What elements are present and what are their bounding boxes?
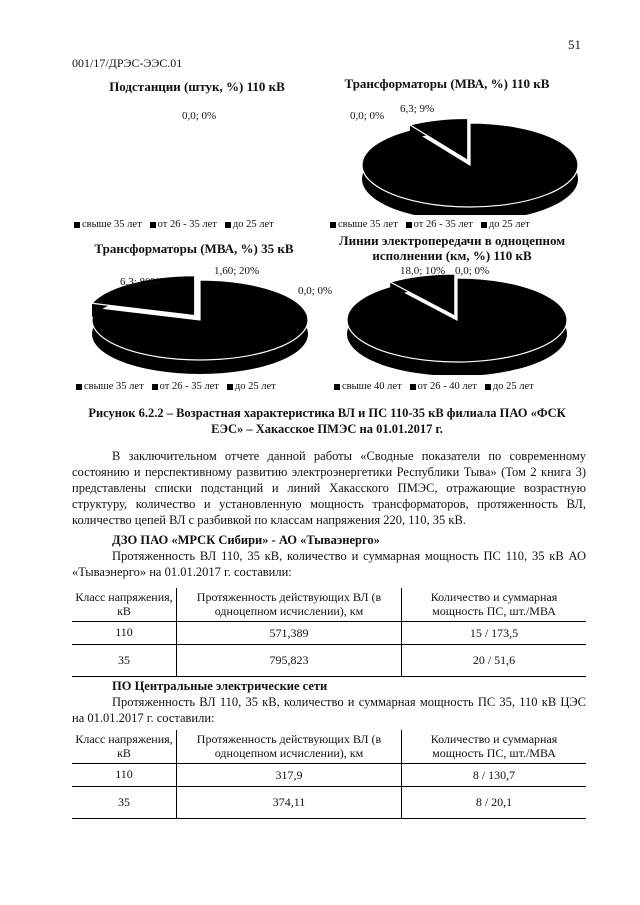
section-2-heading: ПО Центральные электрические сети [112, 679, 328, 693]
table-header-row [72, 730, 586, 764]
chart-1-title: Подстанции (штук, %) 110 кВ [109, 79, 285, 94]
legend-swatch-icon [227, 384, 233, 390]
chart-3-legend [76, 381, 276, 392]
table-row [72, 645, 586, 677]
chart-3-label-3: 0,0; 0% [298, 285, 333, 297]
chart-1-label-1: 0,0; 0% [182, 110, 217, 122]
table-row [72, 622, 586, 645]
pie-slice [362, 123, 578, 207]
legend-item: от 26 - 35 лет [159, 381, 219, 392]
chart-2-title: Трансформаторы (МВА, %) 110 кВ [344, 76, 550, 91]
chart-2-label-1: 0,0; 0% [350, 110, 385, 122]
legend-swatch-icon [334, 384, 340, 390]
legend-item: свыше 40 лет [342, 381, 402, 392]
section-1-intro: Протяженность ВЛ 110, 35 кВ, количество и суммарная мощность ПС 110, 35 кВ АО «Тываэнерго» на 01.01.2017 г. составили: [72, 549, 586, 579]
body-paragraph [72, 448, 586, 528]
table-header: Протяженность действующих ВЛ (в одноцепном исчислении), км [177, 730, 402, 764]
section-1 [72, 532, 586, 580]
legend-swatch-icon [150, 222, 156, 228]
table-cell: 8 / 130,7 [402, 764, 587, 787]
section-2 [72, 678, 586, 726]
document-number: 001/17/ДРЭС-ЭЭС.01 [72, 56, 183, 70]
legend-item: от 26 - 35 лет [157, 219, 217, 230]
chart-3-title: Трансформаторы (МВА, %) 35 кВ [94, 241, 294, 256]
chart-4-legend [334, 381, 534, 392]
chart-4-pie [345, 265, 575, 375]
paragraph-text: В заключительном отчете данной работы «Сводные показатели по современному состоянию и перспективному развитию электроэнергетики Республики Тыва» (Том 2 книга 3) представлены списки подстанций и линий Хакасского ПМЭС, отражающие возрастную структуру, количество и установленную мощность трансформаторов, протяженность ВЛ, количество цепей ВЛ с разбивкой по классам напряжения 220, 110, 35 кВ. [72, 449, 586, 527]
legend-item: от 26 - 35 лет [413, 219, 473, 230]
legend-swatch-icon [485, 384, 491, 390]
section-2-intro: Протяженность ВЛ 110, 35 кВ, количество и суммарная мощность ПС 35, 110 кВ ЦЭС на 01.01.2017 г. составили: [72, 695, 586, 725]
table-row [72, 787, 586, 819]
table-cell: 571,389 [177, 622, 402, 645]
table-cell: 35 [72, 787, 177, 819]
table-header: Количество и суммарная мощность ПС, шт./МВА [402, 730, 587, 764]
chart-4-label-2: 0,0; 0% [455, 265, 490, 277]
legend-swatch-icon [410, 384, 416, 390]
legend-swatch-icon [152, 384, 158, 390]
table-row [72, 764, 586, 787]
chart-3-label-2: 1,60; 20% [214, 265, 260, 277]
table-header: Класс напряжения, кВ [72, 730, 177, 764]
table-cell: 20 / 51,6 [402, 645, 587, 677]
pie-slice [347, 278, 567, 362]
section-2-table [72, 730, 586, 819]
section-1-heading: ДЗО ПАО «МРСК Сибири» - АО «Тываэнерго» [112, 533, 380, 547]
table-cell: 317,9 [177, 764, 402, 787]
legend-swatch-icon [74, 222, 80, 228]
chart-4-slices [347, 274, 567, 375]
legend-item: свыше 35 лет [82, 219, 142, 230]
legend-swatch-icon [225, 222, 231, 228]
table-cell: 15 / 173,5 [402, 622, 587, 645]
chart-3-label-1: 6,3; 80% [120, 276, 160, 288]
table-cell: 110 [72, 622, 177, 645]
figure-caption: Рисунок 6.2.2 – Возрастная характеристика ВЛ и ПС 110-35 кВ филиала ПАО «ФСК ЕЭС» – Хакасское ПМЭС на 01.01.2017 г. [88, 406, 566, 436]
legend-item: свыше 35 лет [84, 381, 144, 392]
legend-item: от 26 - 40 лет [417, 381, 477, 392]
table-cell: 35 [72, 645, 177, 677]
page-number: 51 [568, 37, 581, 52]
table-cell: 795,823 [177, 645, 402, 677]
legend-item: свыше 35 лет [338, 219, 398, 230]
chart-4-title: Линии электропередачи в одноцепном исполнении (км, %) 110 кВ [338, 233, 566, 263]
chart-2-slices [362, 118, 578, 215]
chart-1-legend [74, 219, 274, 230]
chart-2-legend [330, 219, 530, 230]
legend-item: до 25 лет [492, 381, 534, 392]
legend-item: до 25 лет [234, 381, 276, 392]
table-header-row [72, 588, 586, 622]
table-cell: 110 [72, 764, 177, 787]
table-header: Класс напряжения, кВ [72, 588, 177, 622]
table-header: Количество и суммарная мощность ПС, шт./МВА [402, 588, 587, 622]
chart-2-pie [352, 95, 582, 215]
table-cell: 8 / 20,1 [402, 787, 587, 819]
legend-swatch-icon [76, 384, 82, 390]
legend-swatch-icon [330, 222, 336, 228]
legend-item: до 25 лет [488, 219, 530, 230]
chart-2-label-2: 6,3; 9% [400, 103, 435, 115]
legend-swatch-icon [481, 222, 487, 228]
legend-swatch-icon [406, 222, 412, 228]
table-cell: 374,11 [177, 787, 402, 819]
chart-4-label-1: 18,0; 10% [400, 265, 446, 277]
section-1-table [72, 588, 586, 677]
legend-item: до 25 лет [232, 219, 274, 230]
table-header: Протяженность действующих ВЛ (в одноцепном исчислении), км [177, 588, 402, 622]
chart-3-slices [92, 276, 308, 374]
